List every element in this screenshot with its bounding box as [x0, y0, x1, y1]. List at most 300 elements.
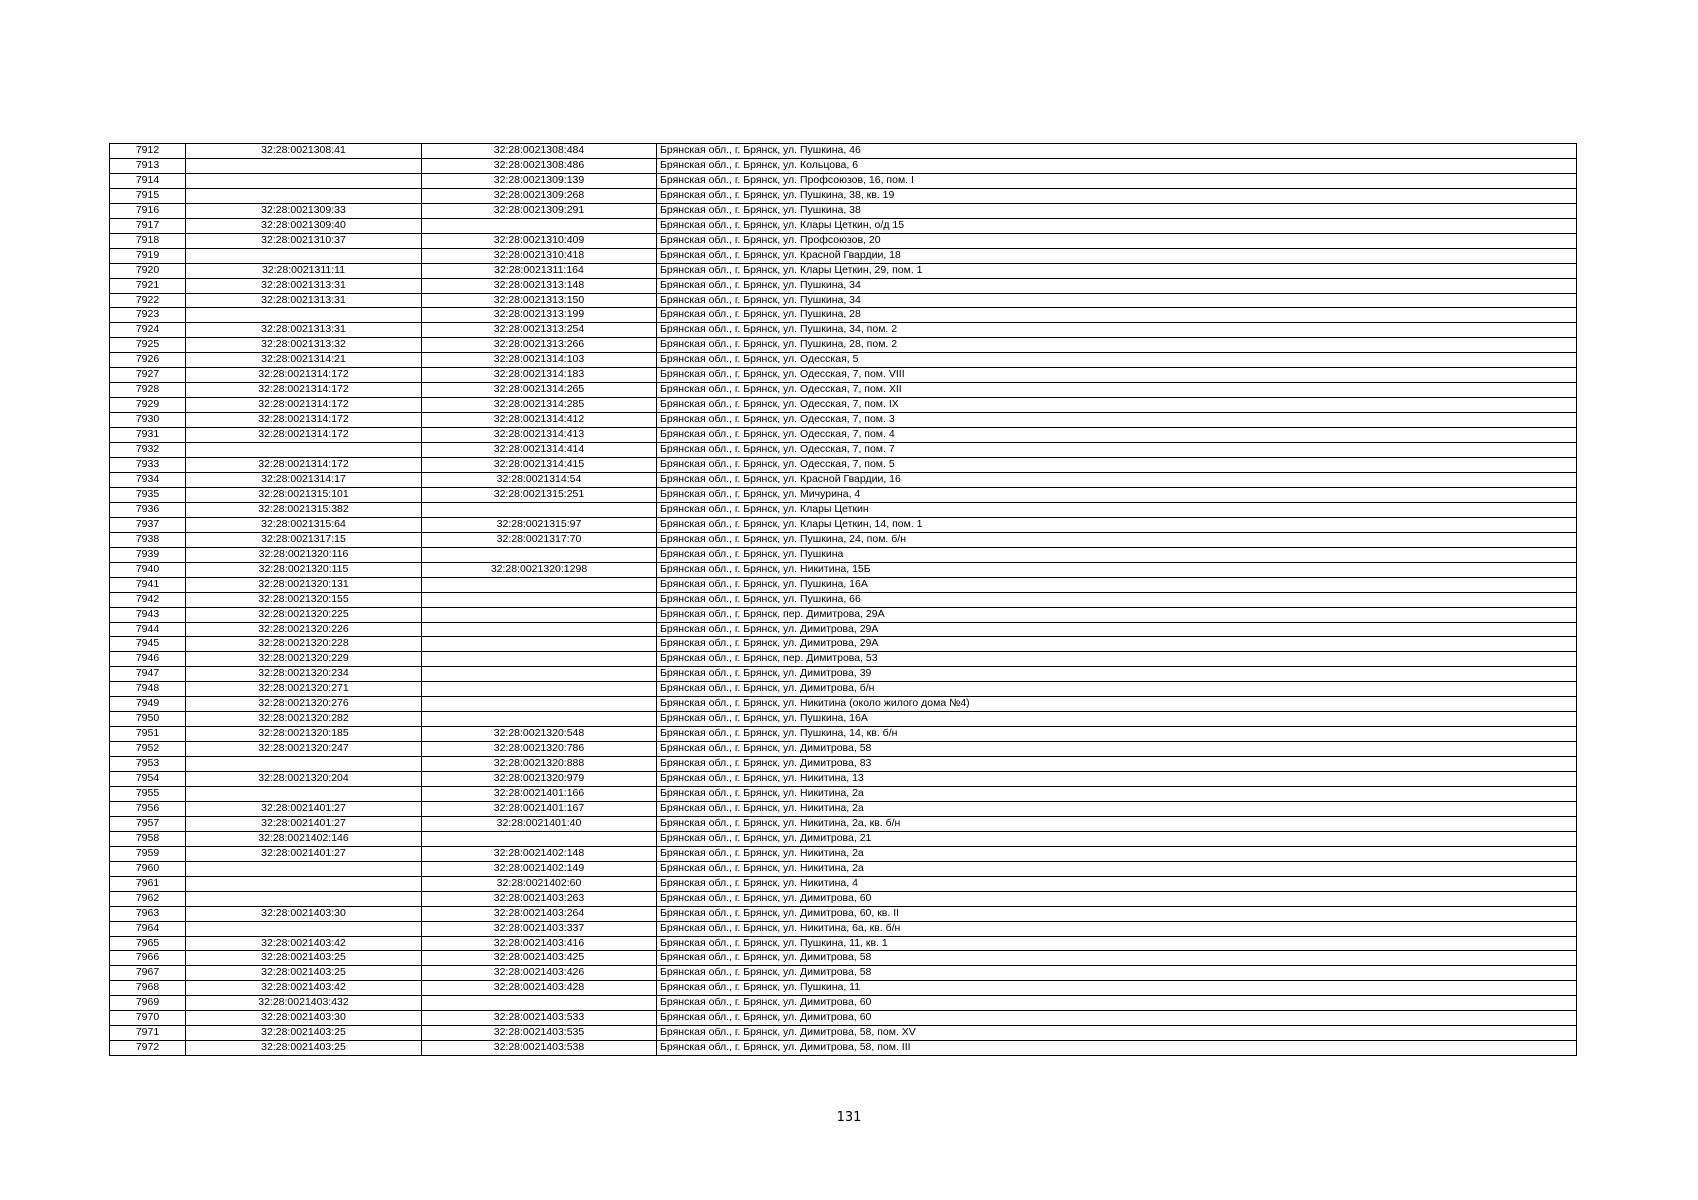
land-cadastral-number-cell: 32:28:0021314:172: [186, 368, 422, 383]
table-row: [110, 144, 1577, 159]
object-cadastral-number-cell: 32:28:0021313:150: [422, 293, 657, 308]
row-number-cell: 7914: [110, 173, 186, 188]
row-number-cell: 7972: [110, 1041, 186, 1056]
address-cell: Брянская обл., г. Брянск, ул. Одесская, 7, пом. IX: [657, 398, 1577, 413]
row-number-cell: 7937: [110, 517, 186, 532]
address-cell: Брянская обл., г. Брянск, ул. Пушкина, 34: [657, 278, 1577, 293]
table-row: [110, 667, 1577, 682]
object-cadastral-number-cell: 32:28:0021314:54: [422, 472, 657, 487]
object-cadastral-number-cell: 32:28:0021402:60: [422, 876, 657, 891]
address-cell: Брянская обл., г. Брянск, ул. Никитина, 2а: [657, 801, 1577, 816]
object-cadastral-number-cell: 32:28:0021403:263: [422, 891, 657, 906]
table-row: [110, 577, 1577, 592]
land-cadastral-number-cell: 32:28:0021313:31: [186, 323, 422, 338]
land-cadastral-number-cell: [186, 158, 422, 173]
address-cell: Брянская обл., г. Брянск, ул. Никитина, 2а: [657, 861, 1577, 876]
row-number-cell: 7949: [110, 697, 186, 712]
row-number-cell: 7931: [110, 428, 186, 443]
address-cell: Брянская обл., г. Брянск, ул. Одесская, 7, пом. VIII: [657, 368, 1577, 383]
address-cell: Брянская обл., г. Брянск, ул. Пушкина, 38, кв. 19: [657, 188, 1577, 203]
row-number-cell: 7917: [110, 218, 186, 233]
table-row: [110, 622, 1577, 637]
row-number-cell: 7925: [110, 338, 186, 353]
table-row: [110, 338, 1577, 353]
row-number-cell: 7953: [110, 757, 186, 772]
row-number-cell: 7928: [110, 383, 186, 398]
object-cadastral-number-cell: 32:28:0021402:148: [422, 846, 657, 861]
row-number-cell: 7957: [110, 816, 186, 831]
land-cadastral-number-cell: 32:28:0021403:25: [186, 966, 422, 981]
table-row: [110, 233, 1577, 248]
row-number-cell: 7944: [110, 622, 186, 637]
table-row: [110, 173, 1577, 188]
object-cadastral-number-cell: [422, 667, 657, 682]
object-cadastral-number-cell: 32:28:0021401:166: [422, 786, 657, 801]
table-row: [110, 727, 1577, 742]
address-cell: Брянская обл., г. Брянск, ул. Пушкина, 11: [657, 981, 1577, 996]
row-number-cell: 7965: [110, 936, 186, 951]
address-cell: Брянская обл., г. Брянск, ул. Димитрова, 21: [657, 831, 1577, 846]
object-cadastral-number-cell: 32:28:0021317:70: [422, 532, 657, 547]
row-number-cell: 7955: [110, 786, 186, 801]
land-cadastral-number-cell: 32:28:0021320:116: [186, 547, 422, 562]
table-row: [110, 712, 1577, 727]
address-cell: Брянская обл., г. Брянск, ул. Одесская, 5: [657, 353, 1577, 368]
land-cadastral-number-cell: 32:28:0021403:432: [186, 996, 422, 1011]
land-cadastral-number-cell: [186, 188, 422, 203]
address-cell: Брянская обл., г. Брянск, ул. Клары Цеткин: [657, 502, 1577, 517]
table-row: [110, 517, 1577, 532]
table-row: [110, 278, 1577, 293]
registry-table-body: [110, 144, 1577, 1056]
land-cadastral-number-cell: 32:28:0021320:155: [186, 592, 422, 607]
table-row: [110, 831, 1577, 846]
row-number-cell: 7963: [110, 906, 186, 921]
object-cadastral-number-cell: [422, 831, 657, 846]
address-cell: Брянская обл., г. Брянск, ул. Пушкина, 28: [657, 308, 1577, 323]
row-number-cell: 7952: [110, 742, 186, 757]
table-row: [110, 697, 1577, 712]
address-cell: Брянская обл., г. Брянск, ул. Пушкина, 16А: [657, 712, 1577, 727]
address-cell: Брянская обл., г. Брянск, ул. Пушкина, 24, пом. б/н: [657, 532, 1577, 547]
row-number-cell: 7919: [110, 248, 186, 263]
land-cadastral-number-cell: [186, 786, 422, 801]
land-cadastral-number-cell: 32:28:0021313:31: [186, 293, 422, 308]
row-number-cell: 7929: [110, 398, 186, 413]
object-cadastral-number-cell: 32:28:0021311:164: [422, 263, 657, 278]
object-cadastral-number-cell: [422, 577, 657, 592]
address-cell: Брянская обл., г. Брянск, ул. Пушкина, 46: [657, 144, 1577, 159]
object-cadastral-number-cell: [422, 996, 657, 1011]
object-cadastral-number-cell: 32:28:0021320:548: [422, 727, 657, 742]
land-cadastral-number-cell: 32:28:0021320:247: [186, 742, 422, 757]
address-cell: Брянская обл., г. Брянск, ул. Димитрова, 58: [657, 966, 1577, 981]
table-row: [110, 951, 1577, 966]
row-number-cell: 7932: [110, 443, 186, 458]
address-cell: Брянская обл., г. Брянск, пер. Димитрова, 29А: [657, 607, 1577, 622]
table-row: [110, 801, 1577, 816]
table-row: [110, 502, 1577, 517]
land-cadastral-number-cell: 32:28:0021314:21: [186, 353, 422, 368]
object-cadastral-number-cell: 32:28:0021309:139: [422, 173, 657, 188]
land-cadastral-number-cell: 32:28:0021310:37: [186, 233, 422, 248]
row-number-cell: 7915: [110, 188, 186, 203]
object-cadastral-number-cell: [422, 502, 657, 517]
row-number-cell: 7960: [110, 861, 186, 876]
land-cadastral-number-cell: 32:28:0021320:226: [186, 622, 422, 637]
row-number-cell: 7956: [110, 801, 186, 816]
object-cadastral-number-cell: 32:28:0021403:264: [422, 906, 657, 921]
table-row: [110, 562, 1577, 577]
address-cell: Брянская обл., г. Брянск, ул. Димитрова, 29А: [657, 637, 1577, 652]
address-cell: Брянская обл., г. Брянск, ул. Одесская, 7, пом. XII: [657, 383, 1577, 398]
address-cell: Брянская обл., г. Брянск, ул. Никитина (около жилого дома №4): [657, 697, 1577, 712]
row-number-cell: 7968: [110, 981, 186, 996]
table-row: [110, 637, 1577, 652]
land-cadastral-number-cell: 32:28:0021320:115: [186, 562, 422, 577]
row-number-cell: 7970: [110, 1011, 186, 1026]
land-cadastral-number-cell: 32:28:0021315:101: [186, 487, 422, 502]
land-cadastral-number-cell: [186, 248, 422, 263]
address-cell: Брянская обл., г. Брянск, ул. Пушкина, 34, пом. 2: [657, 323, 1577, 338]
object-cadastral-number-cell: [422, 622, 657, 637]
row-number-cell: 7938: [110, 532, 186, 547]
land-cadastral-number-cell: 32:28:0021309:40: [186, 218, 422, 233]
object-cadastral-number-cell: 32:28:0021403:535: [422, 1026, 657, 1041]
table-row: [110, 966, 1577, 981]
land-cadastral-number-cell: 32:28:0021403:25: [186, 1026, 422, 1041]
object-cadastral-number-cell: 32:28:0021314:412: [422, 413, 657, 428]
land-cadastral-number-cell: 32:28:0021313:31: [186, 278, 422, 293]
address-cell: Брянская обл., г. Брянск, ул. Пушкина, 16А: [657, 577, 1577, 592]
address-cell: Брянская обл., г. Брянск, ул. Димитрова, 60: [657, 891, 1577, 906]
address-cell: Брянская обл., г. Брянск, ул. Димитрова, 39: [657, 667, 1577, 682]
row-number-cell: 7924: [110, 323, 186, 338]
table-row: [110, 532, 1577, 547]
table-row: [110, 921, 1577, 936]
object-cadastral-number-cell: 32:28:0021313:254: [422, 323, 657, 338]
address-cell: Брянская обл., г. Брянск, ул. Никитина, 2а, кв. б/н: [657, 816, 1577, 831]
table-row: [110, 891, 1577, 906]
row-number-cell: 7971: [110, 1026, 186, 1041]
table-row: [110, 652, 1577, 667]
land-cadastral-number-cell: 32:28:0021403:30: [186, 906, 422, 921]
land-cadastral-number-cell: 32:28:0021313:32: [186, 338, 422, 353]
table-row: [110, 218, 1577, 233]
address-cell: Брянская обл., г. Брянск, ул. Димитрова, 58, пом. XV: [657, 1026, 1577, 1041]
object-cadastral-number-cell: [422, 637, 657, 652]
object-cadastral-number-cell: 32:28:0021401:40: [422, 816, 657, 831]
row-number-cell: 7939: [110, 547, 186, 562]
table-row: [110, 188, 1577, 203]
land-cadastral-number-cell: 32:28:0021314:172: [186, 428, 422, 443]
address-cell: Брянская обл., г. Брянск, ул. Пушкина, 34: [657, 293, 1577, 308]
object-cadastral-number-cell: [422, 547, 657, 562]
land-cadastral-number-cell: 32:28:0021320:225: [186, 607, 422, 622]
table-row: [110, 757, 1577, 772]
land-cadastral-number-cell: [186, 443, 422, 458]
land-cadastral-number-cell: 32:28:0021403:25: [186, 1041, 422, 1056]
address-cell: Брянская обл., г. Брянск, ул. Никитина, 2а: [657, 786, 1577, 801]
address-cell: Брянская обл., г. Брянск, ул. Никитина, 2а: [657, 846, 1577, 861]
address-cell: Брянская обл., г. Брянск, ул. Димитрова, 60: [657, 996, 1577, 1011]
table-row: [110, 906, 1577, 921]
row-number-cell: 7913: [110, 158, 186, 173]
object-cadastral-number-cell: 32:28:0021320:979: [422, 772, 657, 787]
table-row: [110, 592, 1577, 607]
address-cell: Брянская обл., г. Брянск, ул. Никитина, 15Б: [657, 562, 1577, 577]
land-cadastral-number-cell: 32:28:0021403:42: [186, 981, 422, 996]
land-cadastral-number-cell: 32:28:0021403:30: [186, 1011, 422, 1026]
row-number-cell: 7961: [110, 876, 186, 891]
table-row: [110, 607, 1577, 622]
land-cadastral-number-cell: 32:28:0021314:17: [186, 472, 422, 487]
table-row: [110, 263, 1577, 278]
object-cadastral-number-cell: 32:28:0021403:426: [422, 966, 657, 981]
property-registry-table: [109, 143, 1577, 1056]
address-cell: Брянская обл., г. Брянск, ул. Красной Гвардии, 16: [657, 472, 1577, 487]
row-number-cell: 7959: [110, 846, 186, 861]
row-number-cell: 7921: [110, 278, 186, 293]
table-row: [110, 158, 1577, 173]
land-cadastral-number-cell: 32:28:0021401:27: [186, 846, 422, 861]
row-number-cell: 7950: [110, 712, 186, 727]
land-cadastral-number-cell: 32:28:0021314:172: [186, 413, 422, 428]
row-number-cell: 7916: [110, 203, 186, 218]
address-cell: Брянская обл., г. Брянск, ул. Пушкина, 66: [657, 592, 1577, 607]
object-cadastral-number-cell: 32:28:0021310:409: [422, 233, 657, 248]
object-cadastral-number-cell: [422, 607, 657, 622]
land-cadastral-number-cell: 32:28:0021320:229: [186, 652, 422, 667]
table-row: [110, 353, 1577, 368]
address-cell: Брянская обл., г. Брянск, ул. Пушкина, 38: [657, 203, 1577, 218]
object-cadastral-number-cell: [422, 712, 657, 727]
address-cell: Брянская обл., г. Брянск, ул. Мичурина, 4: [657, 487, 1577, 502]
land-cadastral-number-cell: 32:28:0021320:234: [186, 667, 422, 682]
row-number-cell: 7930: [110, 413, 186, 428]
land-cadastral-number-cell: 32:28:0021320:282: [186, 712, 422, 727]
table-row: [110, 308, 1577, 323]
row-number-cell: 7927: [110, 368, 186, 383]
address-cell: Брянская обл., г. Брянск, ул. Димитрова, 29А: [657, 622, 1577, 637]
object-cadastral-number-cell: 32:28:0021402:149: [422, 861, 657, 876]
land-cadastral-number-cell: 32:28:0021314:172: [186, 398, 422, 413]
land-cadastral-number-cell: [186, 921, 422, 936]
object-cadastral-number-cell: 32:28:0021313:199: [422, 308, 657, 323]
row-number-cell: 7958: [110, 831, 186, 846]
object-cadastral-number-cell: 32:28:0021320:786: [422, 742, 657, 757]
address-cell: Брянская обл., г. Брянск, ул. Одесская, 7, пом. 4: [657, 428, 1577, 443]
object-cadastral-number-cell: 32:28:0021309:268: [422, 188, 657, 203]
row-number-cell: 7934: [110, 472, 186, 487]
row-number-cell: 7951: [110, 727, 186, 742]
table-row: [110, 323, 1577, 338]
address-cell: Брянская обл., г. Брянск, ул. Профсоюзов, 20: [657, 233, 1577, 248]
object-cadastral-number-cell: 32:28:0021314:285: [422, 398, 657, 413]
object-cadastral-number-cell: [422, 697, 657, 712]
row-number-cell: 7918: [110, 233, 186, 248]
address-cell: Брянская обл., г. Брянск, ул. Димитрова, 60, кв. II: [657, 906, 1577, 921]
object-cadastral-number-cell: 32:28:0021314:414: [422, 443, 657, 458]
object-cadastral-number-cell: 32:28:0021320:888: [422, 757, 657, 772]
land-cadastral-number-cell: [186, 308, 422, 323]
land-cadastral-number-cell: 32:28:0021401:27: [186, 816, 422, 831]
table-row: [110, 487, 1577, 502]
address-cell: Брянская обл., г. Брянск, ул. Димитрова, 60: [657, 1011, 1577, 1026]
table-row: [110, 428, 1577, 443]
object-cadastral-number-cell: 32:28:0021314:415: [422, 458, 657, 473]
table-row: [110, 742, 1577, 757]
address-cell: Брянская обл., г. Брянск, ул. Димитрова, 58, пом. III: [657, 1041, 1577, 1056]
row-number-cell: 7947: [110, 667, 186, 682]
land-cadastral-number-cell: [186, 861, 422, 876]
address-cell: Брянская обл., г. Брянск, ул. Одесская, 7, пом. 5: [657, 458, 1577, 473]
address-cell: Брянская обл., г. Брянск, ул. Красной Гвардии, 18: [657, 248, 1577, 263]
table-row: [110, 383, 1577, 398]
address-cell: Брянская обл., г. Брянск, ул. Клары Цеткин, 29, пом. 1: [657, 263, 1577, 278]
object-cadastral-number-cell: 32:28:0021309:291: [422, 203, 657, 218]
land-cadastral-number-cell: 32:28:0021320:276: [186, 697, 422, 712]
table-row: [110, 398, 1577, 413]
address-cell: Брянская обл., г. Брянск, ул. Профсоюзов, 16, пом. I: [657, 173, 1577, 188]
table-row: [110, 786, 1577, 801]
object-cadastral-number-cell: 32:28:0021314:413: [422, 428, 657, 443]
table-row: [110, 772, 1577, 787]
address-cell: Брянская обл., г. Брянск, ул. Клары Цеткин, 14, пом. 1: [657, 517, 1577, 532]
object-cadastral-number-cell: 32:28:0021403:337: [422, 921, 657, 936]
object-cadastral-number-cell: 32:28:0021315:97: [422, 517, 657, 532]
land-cadastral-number-cell: [186, 876, 422, 891]
object-cadastral-number-cell: 32:28:0021403:428: [422, 981, 657, 996]
object-cadastral-number-cell: 32:28:0021403:425: [422, 951, 657, 966]
land-cadastral-number-cell: 32:28:0021314:172: [186, 383, 422, 398]
land-cadastral-number-cell: 32:28:0021401:27: [186, 801, 422, 816]
object-cadastral-number-cell: 32:28:0021403:416: [422, 936, 657, 951]
row-number-cell: 7923: [110, 308, 186, 323]
table-row: [110, 293, 1577, 308]
table-row: [110, 682, 1577, 697]
row-number-cell: 7926: [110, 353, 186, 368]
land-cadastral-number-cell: 32:28:0021320:271: [186, 682, 422, 697]
row-number-cell: 7936: [110, 502, 186, 517]
address-cell: Брянская обл., г. Брянск, пер. Димитрова, 53: [657, 652, 1577, 667]
table-row: [110, 547, 1577, 562]
address-cell: Брянская обл., г. Брянск, ул. Димитрова, б/н: [657, 682, 1577, 697]
row-number-cell: 7945: [110, 637, 186, 652]
row-number-cell: 7943: [110, 607, 186, 622]
table-row: [110, 458, 1577, 473]
row-number-cell: 7941: [110, 577, 186, 592]
row-number-cell: 7920: [110, 263, 186, 278]
land-cadastral-number-cell: 32:28:0021320:185: [186, 727, 422, 742]
object-cadastral-number-cell: 32:28:0021314:183: [422, 368, 657, 383]
land-cadastral-number-cell: 32:28:0021403:42: [186, 936, 422, 951]
row-number-cell: 7964: [110, 921, 186, 936]
row-number-cell: 7922: [110, 293, 186, 308]
address-cell: Брянская обл., г. Брянск, ул. Пушкина, 28, пом. 2: [657, 338, 1577, 353]
land-cadastral-number-cell: [186, 757, 422, 772]
table-row: [110, 996, 1577, 1011]
land-cadastral-number-cell: 32:28:0021315:382: [186, 502, 422, 517]
object-cadastral-number-cell: 32:28:0021314:265: [422, 383, 657, 398]
address-cell: Брянская обл., г. Брянск, ул. Димитрова, 58: [657, 951, 1577, 966]
object-cadastral-number-cell: [422, 652, 657, 667]
land-cadastral-number-cell: 32:28:0021311:11: [186, 263, 422, 278]
object-cadastral-number-cell: [422, 592, 657, 607]
object-cadastral-number-cell: 32:28:0021315:251: [422, 487, 657, 502]
table-row: [110, 846, 1577, 861]
land-cadastral-number-cell: 32:28:0021309:33: [186, 203, 422, 218]
table-row: [110, 413, 1577, 428]
table-row: [110, 861, 1577, 876]
object-cadastral-number-cell: 32:28:0021320:1298: [422, 562, 657, 577]
table-row: [110, 981, 1577, 996]
land-cadastral-number-cell: 32:28:0021314:172: [186, 458, 422, 473]
row-number-cell: 7948: [110, 682, 186, 697]
address-cell: Брянская обл., г. Брянск, ул. Димитрова, 83: [657, 757, 1577, 772]
land-cadastral-number-cell: 32:28:0021403:25: [186, 951, 422, 966]
address-cell: Брянская обл., г. Брянск, ул. Никитина, 4: [657, 876, 1577, 891]
row-number-cell: 7962: [110, 891, 186, 906]
address-cell: Брянская обл., г. Брянск, ул. Пушкина: [657, 547, 1577, 562]
row-number-cell: 7954: [110, 772, 186, 787]
table-row: [110, 368, 1577, 383]
row-number-cell: 7935: [110, 487, 186, 502]
table-row: [110, 816, 1577, 831]
page-number: 131: [836, 1110, 862, 1125]
land-cadastral-number-cell: 32:28:0021402:146: [186, 831, 422, 846]
object-cadastral-number-cell: 32:28:0021308:486: [422, 158, 657, 173]
object-cadastral-number-cell: 32:28:0021403:538: [422, 1041, 657, 1056]
object-cadastral-number-cell: 32:28:0021401:167: [422, 801, 657, 816]
address-cell: Брянская обл., г. Брянск, ул. Пушкина, 11, кв. 1: [657, 936, 1577, 951]
address-cell: Брянская обл., г. Брянск, ул. Никитина, 6а, кв. б/н: [657, 921, 1577, 936]
row-number-cell: 7966: [110, 951, 186, 966]
table-row: [110, 1041, 1577, 1056]
land-cadastral-number-cell: 32:28:0021317:15: [186, 532, 422, 547]
object-cadastral-number-cell: 32:28:0021310:418: [422, 248, 657, 263]
table-row: [110, 1011, 1577, 1026]
land-cadastral-number-cell: 32:28:0021315:64: [186, 517, 422, 532]
row-number-cell: 7912: [110, 144, 186, 159]
object-cadastral-number-cell: 32:28:0021313:266: [422, 338, 657, 353]
land-cadastral-number-cell: [186, 891, 422, 906]
table-row: [110, 443, 1577, 458]
row-number-cell: 7967: [110, 966, 186, 981]
table-row: [110, 248, 1577, 263]
object-cadastral-number-cell: 32:28:0021403:533: [422, 1011, 657, 1026]
object-cadastral-number-cell: [422, 218, 657, 233]
table-row: [110, 472, 1577, 487]
row-number-cell: 7969: [110, 996, 186, 1011]
table-row: [110, 936, 1577, 951]
object-cadastral-number-cell: [422, 682, 657, 697]
address-cell: Брянская обл., г. Брянск, ул. Одесская, 7, пом. 3: [657, 413, 1577, 428]
object-cadastral-number-cell: 32:28:0021314:103: [422, 353, 657, 368]
address-cell: Брянская обл., г. Брянск, ул. Димитрова, 58: [657, 742, 1577, 757]
land-cadastral-number-cell: 32:28:0021308:41: [186, 144, 422, 159]
object-cadastral-number-cell: 32:28:0021308:484: [422, 144, 657, 159]
row-number-cell: 7946: [110, 652, 186, 667]
address-cell: Брянская обл., г. Брянск, ул. Никитина, 13: [657, 772, 1577, 787]
table-row: [110, 203, 1577, 218]
row-number-cell: 7942: [110, 592, 186, 607]
address-cell: Брянская обл., г. Брянск, ул. Пушкина, 14, кв. б/н: [657, 727, 1577, 742]
address-cell: Брянская обл., г. Брянск, ул. Одесская, 7, пом. 7: [657, 443, 1577, 458]
table-row: [110, 1026, 1577, 1041]
land-cadastral-number-cell: 32:28:0021320:131: [186, 577, 422, 592]
row-number-cell: 7940: [110, 562, 186, 577]
